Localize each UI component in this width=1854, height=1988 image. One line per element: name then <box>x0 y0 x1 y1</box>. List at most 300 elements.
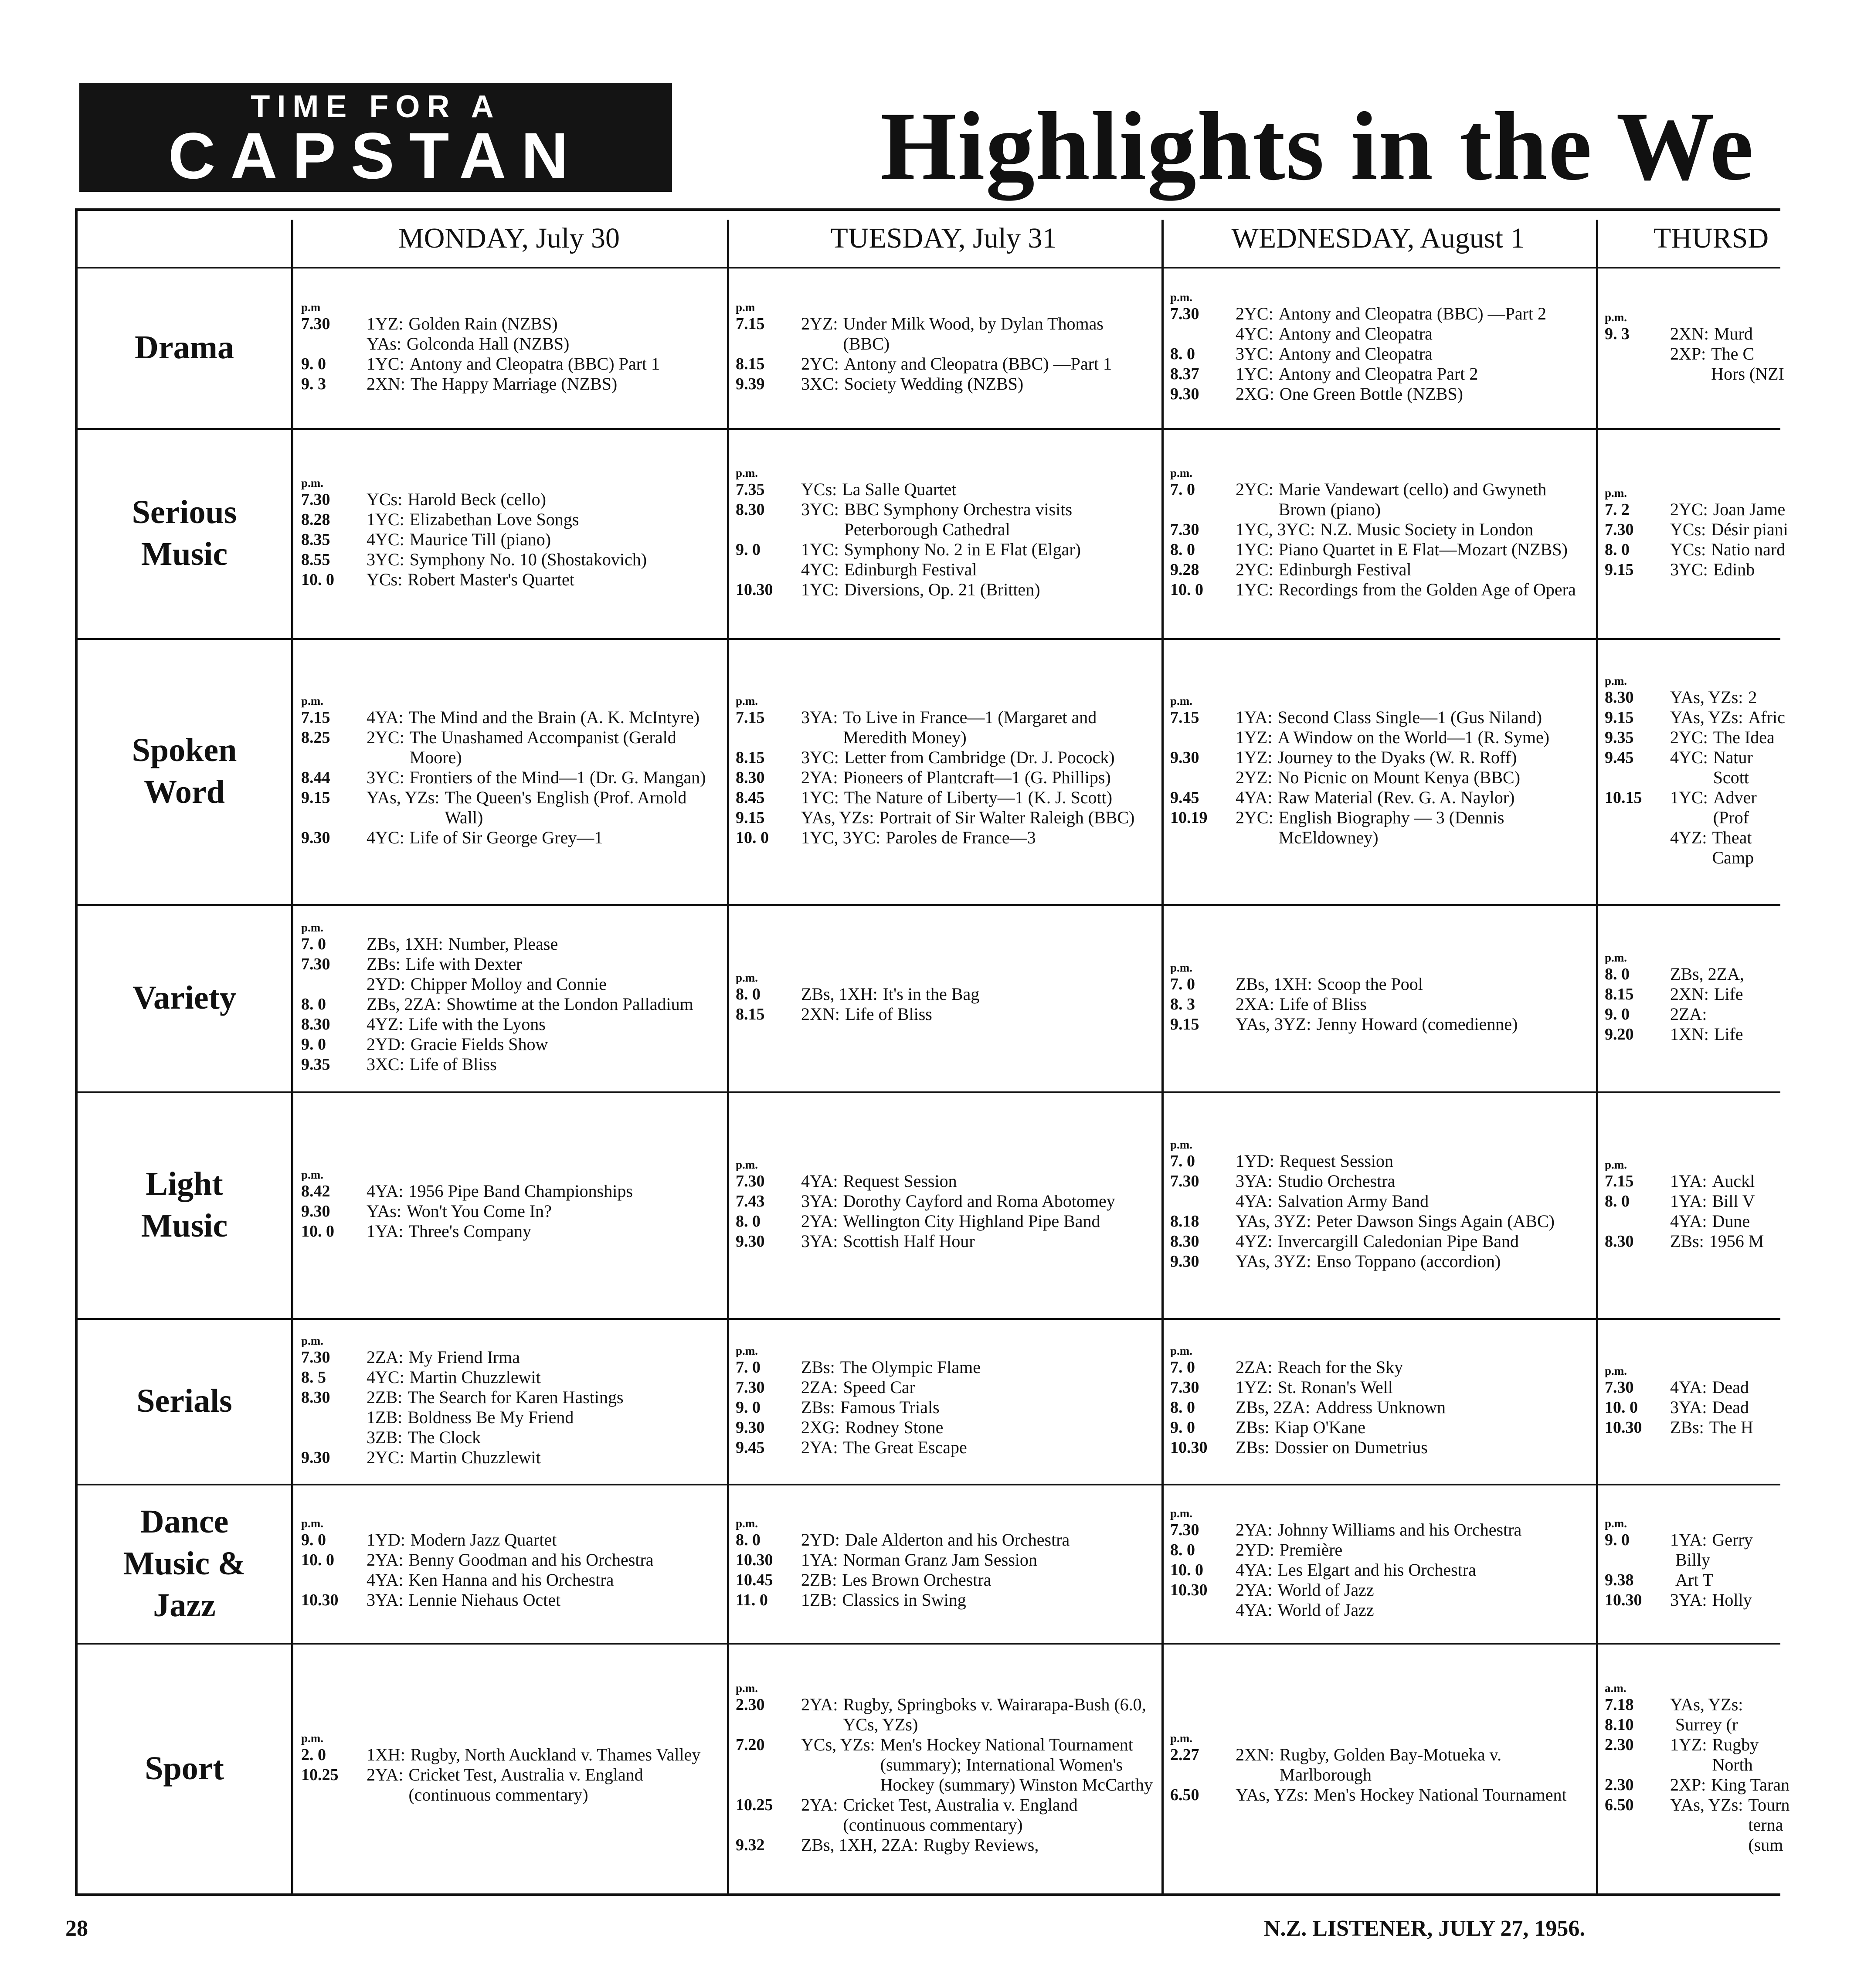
entry-time: 10.30 <box>1170 1580 1208 1599</box>
program-entry <box>301 1550 720 1570</box>
program-entry <box>736 768 1154 788</box>
entry-time: 9.30 <box>736 1418 765 1437</box>
entry-station: 1YA: <box>801 1550 838 1570</box>
entry-time: 8. 0 <box>1170 1540 1195 1559</box>
entry-station: 1YC: <box>801 540 839 559</box>
entry-time: 9.30 <box>1170 385 1199 403</box>
entry-time: 11. 0 <box>736 1590 768 1609</box>
period-label: p.m. <box>1605 1364 1627 1377</box>
entry-program: Première <box>1279 1539 1343 1560</box>
schedule-cell <box>301 1732 720 1805</box>
entry-program: The Mind and the Brain (A. K. McIntyre) <box>408 707 700 727</box>
period-label: p.m <box>301 301 321 314</box>
entry-station: YCs: <box>367 570 403 589</box>
entry-program: Rugby Reviews, <box>923 1835 1039 1855</box>
program-entry <box>736 1695 1154 1735</box>
program-entry <box>301 994 720 1014</box>
program-entry <box>1605 1397 1792 1417</box>
entry-program: Joan Jame <box>1713 500 1786 519</box>
entry-program: Antony and Cleopatra (BBC) Part 1 <box>409 354 660 374</box>
entry-time: 9.30 <box>1170 1252 1199 1271</box>
entry-time: 9.39 <box>736 375 765 393</box>
entry-program: Modern Jazz Quartet <box>410 1529 557 1550</box>
entry-time: 9.15 <box>1605 561 1634 579</box>
category-name: Variety <box>132 979 236 1016</box>
entry-station: 2ZB: <box>367 1387 403 1407</box>
program-entry <box>301 974 720 994</box>
entry-time: 7.30 <box>736 1172 765 1190</box>
program-entry <box>1170 384 1589 404</box>
entry-time: 10.45 <box>736 1570 773 1589</box>
entry-program: BBC Symphony Orchestra visits Peterborough Cathedral <box>844 500 1073 539</box>
entry-station: YCs: <box>367 489 403 509</box>
program-entry <box>736 1191 1154 1211</box>
entry-station: 1YA: <box>1670 1171 1707 1191</box>
entry-time: 9.35 <box>1605 728 1634 747</box>
entry-program: Kiap O'Kane <box>1274 1417 1366 1437</box>
program-entry <box>301 489 720 510</box>
entry-program: Number, Please <box>448 934 558 954</box>
entry-time: 7.20 <box>736 1735 765 1754</box>
program-entry <box>1170 1171 1589 1191</box>
schedule-cell <box>1170 961 1589 1034</box>
schedule-cell <box>1605 1364 1792 1437</box>
entry-time: 8. 3 <box>1170 995 1195 1013</box>
program-entry <box>1170 364 1589 384</box>
entry-station: 1YA: <box>1670 1191 1707 1211</box>
program-entry <box>1170 707 1589 727</box>
period-label: p.m. <box>1605 1158 1627 1171</box>
program-entry <box>736 314 1154 354</box>
program-entry <box>1170 808 1589 848</box>
program-entry <box>1605 1775 1792 1795</box>
entry-program: World of Jazz <box>1277 1600 1374 1620</box>
entry-station: 1YZ: <box>1236 1377 1273 1397</box>
entry-program: Jenny Howard (comedienne) <box>1316 1014 1518 1034</box>
period-label: p.m. <box>1605 674 1627 687</box>
entry-program: A Window on the World—1 (R. Syme) <box>1277 727 1550 747</box>
entry-program: The Queen's English (Prof. Arnold Wall) <box>445 788 687 827</box>
program-entry <box>1605 748 1792 788</box>
entry-station: 3YC: <box>367 550 404 569</box>
entry-station: 3YC: <box>1670 560 1708 579</box>
program-entry <box>301 1181 720 1201</box>
entry-program: My Friend Irma <box>408 1347 520 1367</box>
program-entry <box>1170 540 1589 560</box>
publication-footer: N.Z. LISTENER, JULY 27, 1956. <box>1264 1916 1586 1941</box>
entry-time: 8. 0 <box>301 995 326 1013</box>
entry-station: 2YC: <box>1670 500 1708 519</box>
entry-time: 9.35 <box>301 1055 330 1074</box>
category-label <box>78 1320 291 1482</box>
entry-time: 7.15 <box>301 708 330 727</box>
period-label: p.m. <box>1605 311 1627 324</box>
entry-program: Raw Material (Rev. G. A. Naylor) <box>1277 788 1515 807</box>
program-entry <box>301 1570 720 1590</box>
entry-program: Tourn terna (sum <box>1748 1794 1790 1855</box>
schedule-cell <box>1605 311 1792 384</box>
entry-station: 4YA: <box>367 1570 404 1590</box>
entry-time: 8.35 <box>301 530 330 549</box>
day-header-tuesday: TUESDAY, July 31 <box>830 222 1057 254</box>
program-entry <box>1170 520 1589 540</box>
entry-program: Rodney Stone <box>845 1417 944 1437</box>
program-entry <box>301 1221 720 1241</box>
page-headline: Highlights in the We <box>880 92 1755 200</box>
entry-program: Dale Alderton and his Orchestra <box>845 1529 1070 1550</box>
period-label: p.m. <box>1170 1506 1193 1520</box>
entry-time: 7.30 <box>1605 1378 1634 1397</box>
entry-station: 1YC: <box>1670 788 1708 807</box>
program-entry <box>1170 1437 1589 1458</box>
entry-time: 8.15 <box>1605 985 1634 1003</box>
program-entry <box>301 1407 720 1427</box>
program-entry <box>1170 479 1589 520</box>
entry-time: 7.30 <box>1170 520 1199 539</box>
entry-station: YAs, YZs: <box>1670 1694 1743 1714</box>
category-name: Serials <box>136 1383 232 1419</box>
entry-program: Speed Car <box>843 1377 915 1397</box>
entry-program: Symphony No. 10 (Shostakovich) <box>409 550 647 569</box>
entry-program: Life of Bliss <box>1279 994 1367 1014</box>
entry-program: Antony and Cleopatra Part 2 <box>1278 364 1478 384</box>
entry-program: Afric <box>1748 707 1785 727</box>
entry-time: 7.30 <box>1170 1520 1199 1539</box>
schedule-cell <box>301 301 720 394</box>
program-entry <box>1605 984 1792 1004</box>
entry-time: 9.15 <box>1170 1015 1199 1033</box>
category-label <box>78 430 291 636</box>
program-entry <box>1170 324 1589 344</box>
program-entry <box>736 479 1154 500</box>
entry-program: The H <box>1709 1417 1753 1437</box>
entry-station: 2YC: <box>367 1448 404 1467</box>
entry-program: Martin Chuzzlewit <box>409 1367 541 1387</box>
program-entry <box>1170 1357 1589 1377</box>
program-entry <box>1605 788 1792 828</box>
entry-program: Auckl <box>1712 1171 1755 1191</box>
entry-time: 8.30 <box>736 500 765 519</box>
entry-station: 2YC: <box>1236 304 1273 323</box>
entry-program: Dune <box>1712 1211 1750 1231</box>
entry-station: 2ZA: <box>1670 1004 1707 1024</box>
entry-station: 1YC: <box>367 510 404 529</box>
program-entry <box>736 500 1154 540</box>
program-entry <box>736 808 1154 828</box>
schedule-cell <box>301 1334 720 1468</box>
entry-time: 8. 0 <box>1170 540 1195 559</box>
entry-time: 9. 0 <box>1605 1005 1630 1023</box>
entry-time: 8.45 <box>736 788 765 807</box>
entry-station: 2ZA: <box>367 1347 404 1367</box>
program-entry <box>1605 964 1792 984</box>
program-entry <box>301 570 720 590</box>
program-entry <box>1170 1211 1589 1231</box>
program-entry <box>736 828 1154 848</box>
entry-time: 7.30 <box>301 490 330 509</box>
entry-time: 10. 0 <box>301 571 334 589</box>
program-entry <box>301 1745 720 1765</box>
entry-station: 1YA: <box>367 1221 404 1241</box>
program-entry <box>1605 1695 1792 1715</box>
program-entry <box>301 1765 720 1805</box>
period-label: p.m <box>736 301 755 314</box>
program-entry <box>736 1735 1154 1795</box>
entry-program: Désir piani <box>1711 520 1788 539</box>
schedule-cell <box>1170 1138 1589 1271</box>
program-entry <box>301 768 720 788</box>
entry-station: ZBs, 2ZA: <box>1236 1397 1311 1417</box>
row-rule <box>78 638 1780 640</box>
entry-program: Reach for the Sky <box>1277 1357 1403 1377</box>
program-entry <box>1605 1231 1792 1251</box>
entry-station: 3YA: <box>367 1590 404 1610</box>
program-entry <box>301 1014 720 1034</box>
entry-station: 1YZ: <box>1236 748 1273 767</box>
entry-time: 9. 0 <box>301 355 326 373</box>
day-header-thursday: THURSD <box>1654 222 1769 254</box>
program-entry <box>1170 1560 1589 1580</box>
program-entry <box>1170 1520 1589 1540</box>
entry-time: 9. 0 <box>736 540 761 559</box>
entry-time: 10. 0 <box>301 1550 334 1569</box>
entry-program: Second Class Single—1 (Gus Niland) <box>1277 707 1542 727</box>
entry-program: Natur Scott <box>1713 748 1753 787</box>
category-name: Serious Music <box>132 494 237 572</box>
program-entry <box>301 1590 720 1610</box>
entry-program: Men's Hockey National Tournament (summary); International Women's Hockey (summary) Winston McCarthy <box>880 1734 1153 1794</box>
entry-time: 9.30 <box>736 1232 765 1251</box>
row-rule <box>78 1643 1780 1645</box>
entry-station: 1YC: <box>801 788 839 807</box>
period-label: p.m. <box>301 1334 324 1347</box>
entry-time: 8. 0 <box>1605 540 1630 559</box>
entry-station: 4YZ: <box>1236 1231 1273 1251</box>
entry-time: 10.25 <box>301 1765 339 1784</box>
program-entry <box>1170 1745 1589 1785</box>
entry-time: 10.30 <box>1605 1590 1642 1609</box>
program-entry <box>1170 580 1589 600</box>
entry-time: 8.30 <box>736 768 765 787</box>
program-entry <box>1605 707 1792 727</box>
entry-station: 4YA: <box>1236 788 1273 807</box>
entry-program: Edinburgh Festival <box>1278 560 1412 579</box>
entry-station: YAs, YZs: <box>1670 687 1743 707</box>
entry-station: 2XP: <box>1670 1774 1706 1794</box>
entry-station: YCs: <box>801 479 837 499</box>
entry-program: Holly <box>1712 1590 1752 1610</box>
program-entry <box>736 1004 1154 1024</box>
category-label <box>78 906 291 1089</box>
entry-station: ZBs: <box>801 1357 835 1377</box>
entry-station: 4YA: <box>1236 1191 1273 1211</box>
entry-time: 10.30 <box>736 581 773 599</box>
entry-program: Scoop the Pool <box>1317 974 1423 994</box>
entry-station: 2YZ: <box>801 314 838 333</box>
program-entry <box>736 788 1154 808</box>
program-entry <box>736 1570 1154 1590</box>
entry-time: 10.30 <box>301 1590 339 1609</box>
program-entry <box>1170 1014 1589 1034</box>
entry-station: ZBs, 1XH: <box>801 984 878 1004</box>
entry-station: 2YC: <box>1236 479 1273 499</box>
entry-program: Adver (Prof <box>1713 788 1757 827</box>
entry-program: Life of Bliss <box>845 1004 932 1024</box>
entry-time: 7. 2 <box>1605 500 1630 519</box>
program-entry <box>301 550 720 570</box>
column-rule <box>727 220 729 1893</box>
period-label: p.m. <box>736 1681 758 1695</box>
period-label: p.m. <box>1170 466 1193 479</box>
entry-program: Maurice Till (piano) <box>409 530 551 549</box>
program-entry <box>301 707 720 727</box>
entry-station: 2YD: <box>367 1034 405 1054</box>
schedule-cell <box>736 971 1154 1024</box>
entry-time: 7. 0 <box>301 935 326 953</box>
entry-station: 3YA: <box>801 1231 838 1251</box>
entry-time: 2.30 <box>1605 1775 1634 1794</box>
entry-program: 1956 Pipe Band Championships <box>408 1181 633 1201</box>
entry-time: 8. 0 <box>736 985 761 1003</box>
entry-program: N.Z. Music Society in London <box>1320 520 1534 539</box>
entry-time: 7.30 <box>1605 520 1634 539</box>
entry-time: 10.30 <box>1605 1418 1642 1437</box>
program-entry <box>301 1448 720 1468</box>
period-label: p.m. <box>301 1168 324 1181</box>
program-entry <box>301 1054 720 1074</box>
entry-time: 8. 0 <box>736 1530 761 1549</box>
entry-time: 8. 0 <box>1605 965 1630 983</box>
program-entry <box>1170 1417 1589 1437</box>
program-entry <box>301 314 720 334</box>
program-entry <box>736 1550 1154 1570</box>
entry-station: 4YA: <box>801 1171 838 1191</box>
entry-station: 3XC: <box>801 374 839 394</box>
period-label: p.m. <box>301 921 324 934</box>
entry-time: 7.30 <box>1170 305 1199 323</box>
program-entry <box>1170 1251 1589 1271</box>
entry-time: 9.30 <box>301 1202 330 1220</box>
program-entry <box>736 707 1154 748</box>
entry-station: 4YA: <box>1670 1211 1707 1231</box>
entry-program: Famous Trials <box>840 1397 940 1417</box>
program-entry <box>1170 1540 1589 1560</box>
entry-station: ZBs: <box>1236 1417 1270 1437</box>
entry-time: 10. 0 <box>1170 1560 1203 1579</box>
entry-station: 1ZB: <box>801 1590 837 1610</box>
entry-program: Natio nard <box>1711 540 1786 559</box>
program-entry <box>1170 304 1589 324</box>
program-entry <box>736 1357 1154 1377</box>
entry-time: 8.10 <box>1605 1715 1634 1734</box>
schedule-cell <box>736 1344 1154 1458</box>
period-label: p.m. <box>736 1516 758 1530</box>
entry-program: Gracie Fields Show <box>410 1034 548 1054</box>
entry-time: 2. 0 <box>301 1745 326 1764</box>
entry-station: YAs, YZs: <box>367 788 440 807</box>
entry-time: 2.30 <box>736 1695 765 1714</box>
entry-station: ZBs: <box>1236 1437 1270 1457</box>
entry-station: 2XG: <box>801 1417 840 1437</box>
entry-station: 2ZA: <box>801 1377 838 1397</box>
entry-station: 1YC: <box>1236 540 1273 559</box>
entry-program: To Live in France—1 (Margaret and Meredith Money) <box>843 707 1097 747</box>
entry-time: 2.27 <box>1170 1745 1199 1764</box>
entry-program: Edinburgh Festival <box>844 560 977 579</box>
period-label: p.m. <box>301 476 324 489</box>
entry-time: 7.30 <box>301 315 330 333</box>
entry-time: 8.44 <box>301 768 330 787</box>
program-entry <box>1170 1785 1589 1805</box>
entry-time: 7. 0 <box>736 1358 761 1376</box>
period-label: p.m. <box>736 466 758 479</box>
entry-program: 2 <box>1748 687 1757 707</box>
day-header-monday: MONDAY, July 30 <box>398 222 620 254</box>
entry-program: The Unashamed Accompanist (Gerald Moore) <box>409 727 676 767</box>
program-entry <box>1605 1191 1792 1211</box>
entry-station: ZBs, 1XH: <box>367 934 443 954</box>
entry-station: ZBs: <box>1670 1231 1704 1251</box>
entry-station: 2YA: <box>1236 1580 1273 1600</box>
entry-station: 2YA: <box>801 1211 838 1231</box>
entry-program: Life of Bliss <box>409 1054 497 1074</box>
entry-time: 9. 0 <box>301 1035 326 1053</box>
entry-station: YAs, YZs: <box>1670 707 1743 727</box>
entry-program: Three's Company <box>408 1221 532 1241</box>
entry-program: Life with the Lyons <box>408 1014 546 1034</box>
program-entry <box>1170 768 1589 788</box>
program-entry <box>1605 520 1792 540</box>
schedule-table <box>75 208 1790 1896</box>
entry-time: 6.50 <box>1170 1785 1199 1804</box>
entry-program: No Picnic on Mount Kenya (BBC) <box>1277 768 1521 787</box>
entry-program: 1956 M <box>1709 1231 1764 1251</box>
entry-program: Johnny Williams and his Orchestra <box>1277 1519 1522 1539</box>
period-label: p.m. <box>301 1731 324 1745</box>
row-rule <box>78 267 1780 268</box>
entry-program: Studio Orchestra <box>1277 1171 1396 1191</box>
entry-time: 9. 3 <box>1605 325 1630 343</box>
entry-time: 8.42 <box>301 1182 330 1200</box>
program-entry <box>301 530 720 550</box>
entry-time: 10. 0 <box>1170 581 1203 599</box>
entry-station: 3ZB: <box>367 1427 403 1447</box>
schedule-cell <box>736 466 1154 600</box>
program-entry <box>301 1427 720 1448</box>
entry-time: 9.45 <box>1170 788 1199 807</box>
entry-time: 7.18 <box>1605 1695 1634 1714</box>
program-entry <box>736 1211 1154 1231</box>
entry-time: 7. 0 <box>1170 1152 1195 1170</box>
entry-station: 2YD: <box>1236 1539 1274 1560</box>
entry-station: 2XN: <box>801 1004 840 1024</box>
entry-station: 1YC, 3YC: <box>801 828 881 847</box>
capstan-logo <box>79 83 672 192</box>
program-entry <box>301 1367 720 1387</box>
entry-program: Request Session <box>1279 1151 1394 1171</box>
program-entry <box>301 954 720 974</box>
entry-station: YAs, YZs: <box>1236 1784 1309 1804</box>
entry-time: 2.30 <box>1605 1735 1634 1754</box>
entry-program: Antony and Cleopatra (BBC) —Part 2 <box>1278 304 1547 323</box>
program-entry <box>1605 1024 1792 1044</box>
entry-station: 4YZ: <box>1670 828 1707 847</box>
entry-station: 2ZB: <box>801 1570 837 1590</box>
entry-station: YAs: <box>367 334 402 353</box>
entry-program: Journey to the Dyaks (W. R. Roff) <box>1277 748 1517 767</box>
entry-time: 7. 0 <box>1170 480 1195 499</box>
entry-time: 9.28 <box>1170 561 1199 579</box>
